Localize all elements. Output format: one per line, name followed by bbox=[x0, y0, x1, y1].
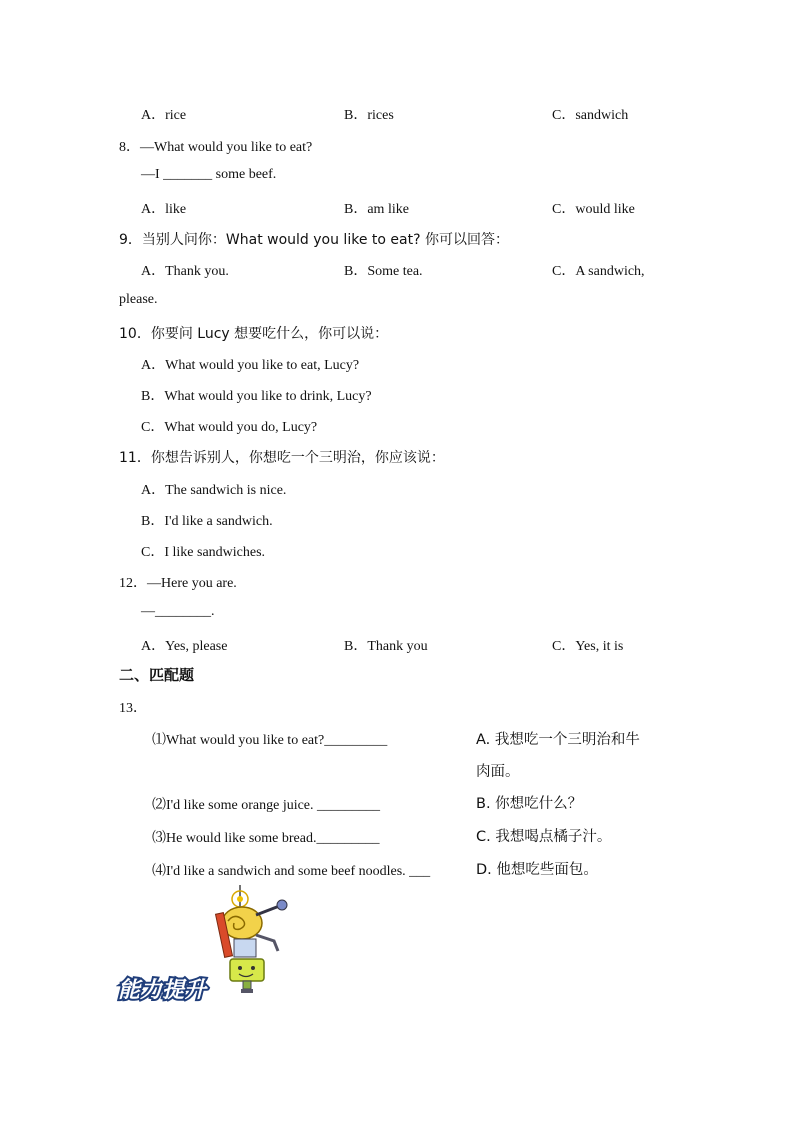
section-title: 二、匹配题 bbox=[119, 666, 195, 684]
q13-number: 13． bbox=[119, 701, 147, 716]
q13-right-item-a-continuation: 肉面。 bbox=[476, 764, 520, 780]
q13-left-item-1: ⑴What would you like to eat?_________ bbox=[152, 733, 388, 748]
ability-banner bbox=[116, 885, 296, 1003]
q13-left-item-4: ⑷I'd like a sandwich and some beef noodles. ___ bbox=[152, 864, 431, 879]
q13-right-item-a: A. 我想吃一个三明治和牛 bbox=[476, 732, 640, 748]
ability-banner-label: 能力提升 bbox=[118, 978, 207, 1003]
q10-stem: 10．你要问 Lucy 想要吃什么，你可以说： bbox=[119, 326, 389, 342]
q12-option-b: B．Thank you bbox=[344, 639, 428, 654]
q13-left-item-3: ⑶He would like some bread._________ bbox=[152, 831, 380, 846]
q11-stem: 11．你想告诉别人，你想吃一个三明治，你应该说： bbox=[119, 450, 445, 466]
q9-option-b: B．Some tea. bbox=[344, 264, 423, 279]
q8-option-a: A．like bbox=[141, 202, 187, 217]
q13-left-item-2: ⑵I'd like some orange juice. _________ bbox=[152, 798, 381, 813]
q8-reply: —I _______ some beef. bbox=[141, 167, 277, 182]
q9-stem: 9．当别人问你：What would you like to eat? 你可以回答： bbox=[119, 232, 509, 248]
q13-right-item-d: D. 他想吃些面包。 bbox=[476, 862, 598, 878]
q13-right-item-b: B. 你想吃什么？ bbox=[476, 796, 583, 812]
q10-option-b: B．What would you like to drink, Lucy? bbox=[141, 389, 372, 404]
q9-option-a: A．Thank you. bbox=[141, 264, 229, 279]
q9-option-c: C．A sandwich, bbox=[552, 264, 645, 279]
q13-right-item-c: C. 我想喝点橘子汁。 bbox=[476, 829, 612, 845]
q7-option-b: B．rices bbox=[344, 108, 394, 123]
q11-option-c: C．I like sandwiches. bbox=[141, 545, 266, 560]
q7-option-c: C．sandwich bbox=[552, 108, 629, 123]
robot-mascot-icon bbox=[116, 885, 296, 1003]
q8-option-b: B．am like bbox=[344, 202, 409, 217]
q12-stem: 12．—Here you are. bbox=[119, 576, 237, 591]
q7-option-a: A．rice bbox=[141, 108, 187, 123]
q11-option-b: B．I'd like a sandwich. bbox=[141, 514, 273, 529]
q10-option-a: A．What would you like to eat, Lucy? bbox=[141, 358, 360, 373]
q12-option-c: C．Yes, it is bbox=[552, 639, 624, 654]
q10-option-c: C．What would you do, Lucy? bbox=[141, 420, 318, 435]
q12-reply: —________. bbox=[141, 604, 215, 619]
q9-option-c-continuation: please. bbox=[119, 292, 158, 307]
q8-option-c: C．would like bbox=[552, 202, 635, 217]
q12-option-a: A．Yes, please bbox=[141, 639, 228, 654]
q8-stem: 8．—What would you like to eat? bbox=[119, 140, 313, 155]
q11-option-a: A．The sandwich is nice. bbox=[141, 483, 287, 498]
